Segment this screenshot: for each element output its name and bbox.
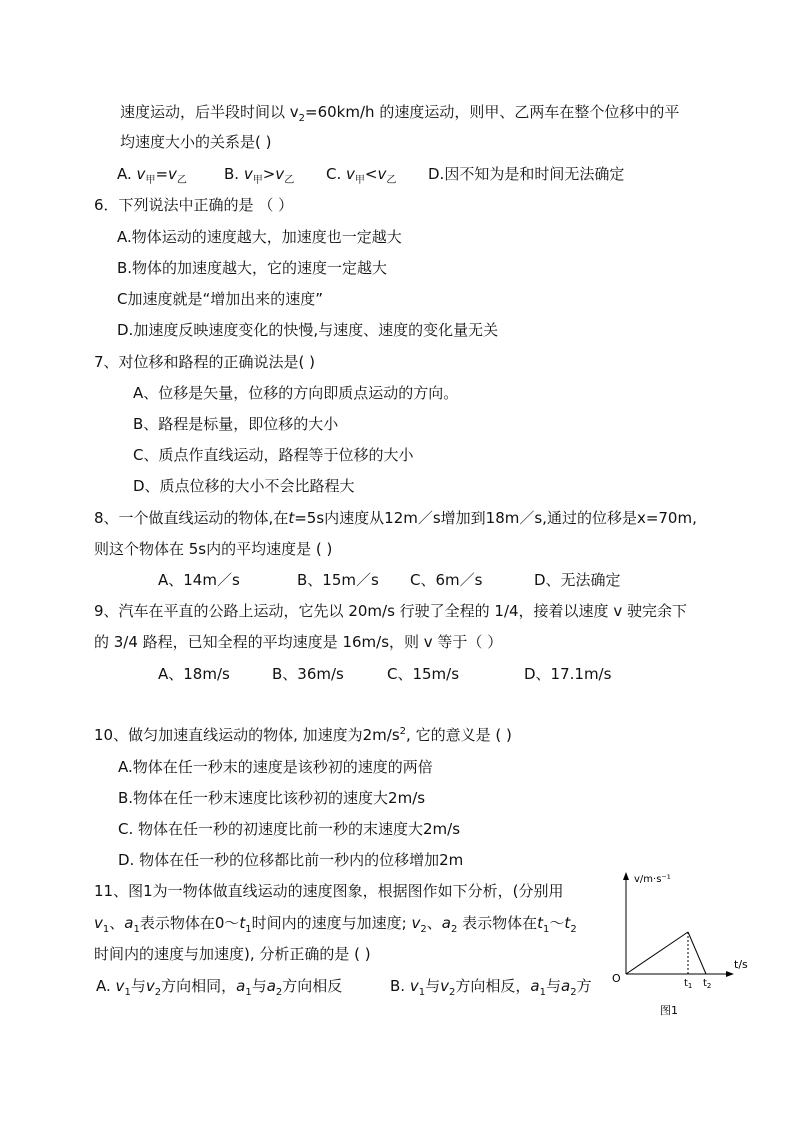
q9-stem-line1: 9、汽车在平直的公路上运动，它先以 20m/s 行驶了全程的 1/4，接着以速度 v 驶完余下 <box>94 602 687 620</box>
symbol-v: v <box>136 165 146 183</box>
subscript: 2 <box>154 987 162 998</box>
superscript: 2 <box>399 726 407 737</box>
q7-option-c[interactable]: C、质点作直线运动，路程等于位移的大小 <box>133 446 414 464</box>
q9-stem-line2: 的 3/4 路程，已知全程的平均速度是 16m/s，则 v 等于（ ） <box>94 633 503 651</box>
q10-text: , 它的意义是 ( ) <box>406 726 512 744</box>
q6-option-c[interactable]: C加速度就是“增加出来的速度” <box>117 290 324 308</box>
subscript: 1 <box>124 987 131 998</box>
y-axis-arrow <box>623 872 629 880</box>
symbol-a: a <box>236 977 246 995</box>
option-letter: B. <box>224 165 244 183</box>
q11-text: 与 <box>545 977 561 995</box>
option-text: 因不知为是和时间无法确定 <box>444 165 625 183</box>
q7-option-a[interactable]: A、位移是矢量，位移的方向即质点运动的方向。 <box>133 384 459 402</box>
symbol-a: a <box>441 914 451 932</box>
q11-text: 表示物体在 <box>457 914 538 932</box>
relation: < <box>364 165 378 183</box>
subscript: 乙 <box>386 175 397 186</box>
symbol-v: v <box>94 914 103 932</box>
symbol-v: v <box>377 165 387 183</box>
separator: 、 <box>426 914 442 932</box>
q7-option-d[interactable]: D、质点位移的大小不会比路程大 <box>133 477 355 495</box>
t1-label: $t_1$ <box>684 978 693 990</box>
q5-text: =60km/h 的速度运动，则甲、乙两车在整个位移中的平 <box>305 103 680 121</box>
subscript: 乙 <box>176 175 187 186</box>
t2-label: $t_2$ <box>703 978 712 990</box>
symbol-v: v <box>409 977 419 995</box>
q5-option-b[interactable] <box>224 164 294 184</box>
subscript: 1 <box>543 924 550 935</box>
subscript: 甲 <box>145 175 156 186</box>
symbol-a: a <box>266 977 276 995</box>
relation: = <box>155 165 169 183</box>
q10-option-d[interactable]: D. 物体在任一秒的位移都比前一秒内的位移增加2m <box>118 851 464 869</box>
option-letter: C. <box>326 165 347 183</box>
q8-option-d[interactable]: D、无法确定 <box>534 571 621 589</box>
q11-stem-line3: 时间内的速度与加速度), 分析正确的是 ( ) <box>94 945 371 963</box>
q6-stem: 6．下列说法中正确的是 （ ） <box>94 196 294 214</box>
q8-stem-line2: 则这个物体在 5s内的平均速度是 ( ) <box>94 540 333 558</box>
x-axis-label: t/s <box>734 958 748 971</box>
q11-stem-line2 <box>94 913 577 933</box>
subscript: 2 <box>570 987 577 998</box>
subscript: 甲 <box>354 175 365 186</box>
q8-text: 8、一个做直线运动的物体,在 <box>94 509 289 527</box>
subscript: 1 <box>102 924 110 935</box>
q10-stem <box>94 725 512 745</box>
q8-text: =5s内速度从12m／s增加到18m／s,通过的位移是x=70m, <box>294 509 697 527</box>
origin-label: O <box>612 972 621 985</box>
subscript: 2 <box>275 987 283 998</box>
relation: > <box>262 165 276 183</box>
q5-stem-line1 <box>120 102 679 122</box>
x-axis-arrow <box>726 971 734 977</box>
figure-caption: 图1 <box>660 1004 678 1017</box>
q8-stem-line1 <box>94 508 697 528</box>
symbol-v: v <box>275 165 285 183</box>
symbol-v: v <box>115 977 125 995</box>
symbol-t: t <box>564 914 571 932</box>
q11-text: 与 <box>425 977 441 995</box>
q10-option-c[interactable]: C. 物体在任一秒的初速度比前一秒的末速度大2m/s <box>118 820 461 838</box>
q11-option-a[interactable] <box>96 976 342 996</box>
option-letter: B. <box>390 977 410 995</box>
q6-option-d[interactable]: D.加速度反映速度变化的快慢,与速度、速度的变化量无关 <box>117 321 499 339</box>
figure-1 <box>612 868 772 1018</box>
symbol-t: t <box>288 509 295 527</box>
q11-text: 方向相反 <box>282 977 343 995</box>
symbol-v: v <box>440 977 449 995</box>
q10-option-a[interactable]: A.物体在任一秒末的速度是该秒初的速度的两倍 <box>118 758 433 776</box>
q8-option-a[interactable]: A、14m／s <box>158 571 240 589</box>
subscript: 2 <box>450 924 458 935</box>
q11-text: ～ <box>549 914 565 932</box>
q10-option-b[interactable]: B.物体在任一秒末速度比该秒初的速度大2m/s <box>118 789 426 807</box>
q11-text: 与 <box>251 977 267 995</box>
q5-stem-line2: 均速度大小的关系是( ) <box>120 133 272 151</box>
q9-option-d[interactable]: D、17.1m/s <box>524 665 612 683</box>
subscript: 1 <box>245 924 252 935</box>
subscript: 2 <box>449 987 456 998</box>
symbol-t: t <box>239 914 246 932</box>
q11-text: 表示物体在0～ <box>139 914 240 932</box>
q8-option-c[interactable]: C、6m／s <box>410 571 483 589</box>
option-letter: D. <box>428 165 445 183</box>
symbol-v: v <box>145 977 155 995</box>
q11-text: 方 <box>576 977 592 995</box>
subscript: 1 <box>418 987 426 998</box>
symbol-v: v <box>346 165 355 183</box>
q5-text: 速度运动，后半段时间以 v <box>120 103 299 121</box>
y-axis-label: v/m·s⁻¹ <box>634 874 671 885</box>
subscript: 2 <box>570 924 577 935</box>
q7-option-b[interactable]: B、路程是标量，即位移的大小 <box>133 415 339 433</box>
option-letter: A. <box>96 977 116 995</box>
separator: 、 <box>109 914 125 932</box>
symbol-v: v <box>411 914 421 932</box>
option-letter: A. <box>117 165 137 183</box>
q10-text: 10、做匀加速直线运动的物体, 加速度为2m/s <box>94 726 400 744</box>
subscript: 1 <box>245 987 252 998</box>
q5-option-c[interactable] <box>326 164 396 184</box>
symbol-v: v <box>243 165 253 183</box>
subscript: 1 <box>539 987 546 998</box>
vt-graph <box>612 868 772 1018</box>
q11-stem-line1: 11、图1为一物体做直线运动的速度图象，根据图作如下分析，(分别用 <box>94 882 564 900</box>
subscript: 乙 <box>284 175 295 186</box>
subscript: 2 <box>298 113 306 124</box>
subscript: 1 <box>133 924 140 935</box>
q11-text: 方向相同， <box>161 977 237 995</box>
q8-option-b[interactable]: B、15m／s <box>297 571 379 589</box>
q9-option-b[interactable]: B、36m/s <box>272 665 344 683</box>
q9-option-a[interactable]: A、18m/s <box>158 665 230 683</box>
symbol-t: t <box>537 914 544 932</box>
q11-text: 时间内的速度与加速度; <box>251 914 412 932</box>
q9-option-c[interactable]: C、15m/s <box>387 665 460 683</box>
q11-text: 与 <box>130 977 146 995</box>
symbol-v: v <box>168 165 177 183</box>
subscript: 甲 <box>252 175 263 186</box>
symbol-a: a <box>530 977 540 995</box>
q7-stem: 7、对位移和路程的正确说法是( ) <box>94 353 316 371</box>
q11-text: 方向相反， <box>455 977 531 995</box>
q6-option-b[interactable]: B.物体的加速度越大，它的速度一定越大 <box>117 259 388 277</box>
q5-option-d[interactable] <box>428 164 624 184</box>
q11-option-b[interactable] <box>390 976 592 996</box>
symbol-a: a <box>124 914 134 932</box>
velocity-line-falling <box>688 932 706 974</box>
q5-option-a[interactable] <box>117 164 187 184</box>
q6-option-a[interactable]: A.物体运动的速度越大，加速度也一定越大 <box>117 228 402 246</box>
symbol-a: a <box>560 977 571 995</box>
velocity-line-rising <box>626 932 688 974</box>
subscript: 2 <box>420 924 427 935</box>
